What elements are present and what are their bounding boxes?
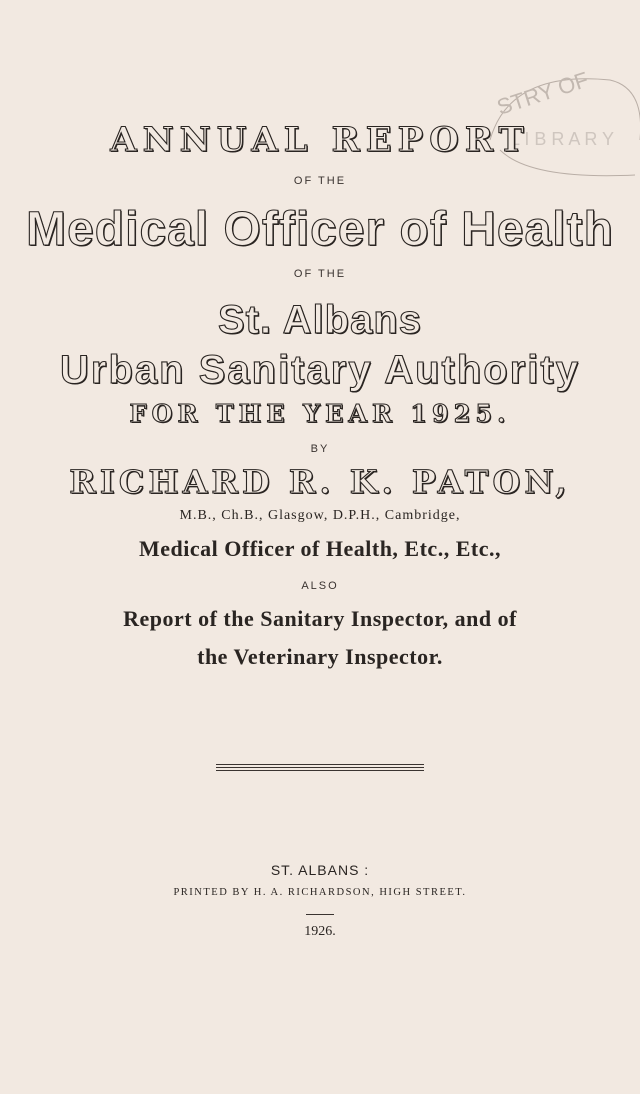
by-label: BY <box>310 443 330 455</box>
also-label: ALSO <box>301 580 339 592</box>
title-year: FOR THE YEAR 1925. <box>129 399 511 428</box>
imprint-year: 1926. <box>304 924 336 939</box>
of-the-label: OF THE <box>293 175 347 187</box>
divider-rule <box>216 764 424 765</box>
author-role: Medical Officer of Health, Etc., Etc., <box>139 536 501 561</box>
also-report-line-1: Report of the Sanitary Inspector, and of <box>123 606 517 631</box>
svg-text:STRY OF: STRY OF <box>493 66 592 120</box>
divider-rule <box>216 770 424 771</box>
title-authority: Urban Sanitary Authority <box>60 348 580 392</box>
imprint-place: ST. ALBANS : <box>270 862 370 878</box>
title-medical-officer: Medical Officer of Health <box>26 203 614 256</box>
author-name: RICHARD R. K. PATON, <box>69 463 571 501</box>
of-the-label: OF THE <box>293 268 347 280</box>
author-qualifications: M.B., Ch.B., Glasgow, D.P.H., Cambridge, <box>179 508 461 523</box>
title-annual-report: ANNUAL REPORT <box>110 120 530 160</box>
divider-rule <box>216 767 424 768</box>
imprint-dash <box>306 914 334 915</box>
svg-text:L I B R A R Y: L I B R A R Y <box>510 129 615 149</box>
imprint-printer: PRINTED BY H. A. RICHARDSON, HIGH STREET. <box>173 887 467 898</box>
title-place: St. Albans <box>217 298 423 342</box>
also-report-line-2: the Veterinary Inspector. <box>197 644 443 669</box>
